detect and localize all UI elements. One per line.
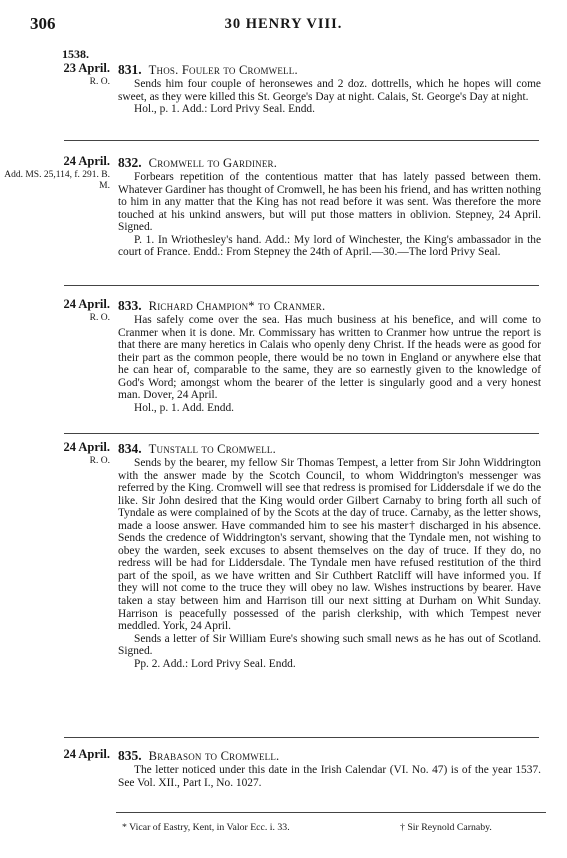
entry-date: 24 April. [63, 440, 110, 454]
footnote-2: † Sir Reynold Carnaby. [400, 822, 492, 833]
entry-source: Add. MS. 25,114, f. 291. B. M. [4, 170, 110, 191]
separator [64, 140, 539, 141]
footnote-1: * Vicar of Eastry, Kent, in Valor Ecc. i. 33. [122, 822, 290, 833]
separator [64, 433, 539, 434]
entry-number: 833. [118, 298, 142, 313]
entry-number: 835. [118, 748, 142, 763]
entry-number: 834. [118, 441, 142, 456]
entry-date: 24 April. [63, 747, 110, 761]
entry-title: Tunstall to Cromwell. [148, 442, 276, 456]
entry-date: 24 April. [63, 154, 110, 168]
entry-date: 23 April. [63, 61, 110, 75]
entry-date: 24 April. [63, 297, 110, 311]
entry-title: Brabason to Cromwell. [148, 749, 280, 763]
entry-number: 832. [118, 155, 142, 170]
entry-source: R. O. [89, 456, 110, 466]
footnote-rule [116, 812, 546, 813]
entry-endorsement: Hol., p. 1. Add. Endd. [134, 401, 234, 414]
entry-source: R. O. [89, 313, 110, 323]
entry-paragraph: P. 1. In Wriothesley's hand. Add.: My lord of Winchester, the King's ambassador in the court of France. Endd.: From Stepney the 24th of April.—30.—The lord Privy Seal. [118, 233, 541, 259]
entry-endorsement: Hol., p. 1. Add.: Lord Privy Seal. Endd. [134, 103, 315, 116]
page-number: 306 [30, 14, 56, 33]
entry-title: Thos. Fouler to Cromwell. [148, 63, 298, 77]
entry-paragraph: Has safely come over the sea. Has much business at his benefice, and will come to Cranmer when it is done. Mr. Commissary has written to Cranmer how untrue the report is that there are many heretics in Calais who openly deny Christ. If the heads were as good for their part as the common people, there would be no town in England or anywhere else that he can hear of, comparable to the same, they are so earnestly given to the knowledge of God's Word; amongst whom the bearer of the letter is singularly good and a very honest man. Dover, 24 April. [118, 314, 541, 402]
year-heading: 1538. [62, 47, 89, 61]
entry-endorsement: Pp. 2. Add.: Lord Privy Seal. Endd. [134, 657, 296, 670]
entry-paragraph: Sends a letter of Sir William Eure's showing such small news as he has out of Scotland. Signed. [118, 632, 541, 658]
entry-source: R. O. [89, 77, 110, 87]
running-head: 30 HENRY VIII. [224, 16, 343, 32]
entry-paragraph: Sends him four couple of heronsewes and 2 doz. dottrells, which he hopes will come sweet, as they were killed this St. George's Day at night. Calais, St. George's Day at night. [118, 78, 541, 103]
entry-paragraph: Forbears repetition of the contentious matter that has lately passed between them. Whatever Gardiner has thought of Cromwell, he has been his friend, and has written nothing to him in any matter that the King has not read before it was sent. Was therefore the more touched at his unkind answers, but will put those matters in oblivion. Stepney, 24 April. Signed. [118, 171, 541, 234]
entry-title: Cromwell to Gardiner. [148, 156, 278, 170]
separator [64, 285, 539, 286]
entry-title: Richard Champion* to Cranmer. [148, 299, 326, 313]
entry-number: 831. [118, 62, 142, 77]
entry-paragraph: The letter noticed under this date in the Irish Calendar (VI. No. 47) is of the year 1537. See Vol. XII., Part I., No. 1027. [118, 764, 541, 789]
separator [64, 737, 539, 738]
entry-paragraph: Sends by the bearer, my fellow Sir Thomas Tempest, a letter from Sir John Widdrington with the answer made by the Scotch Council, to whom Widdrington's messenger was referred by the King. Cromwell will see that redress is promised for Liddersdale if we do the like. Sir John desired that the King would order Gilbert Carnaby to bring forth all such of Tyndale as were complained of by the Scots at the day of truce. Carnaby, as the letter shows, made a loose answer. Have commanded him to see his master† discharged in his absence. Sends the credence of Widdrington's servant, showing that the Tyndale men, not wishing to obey the warden, seek excuses to absent themselves on the day of truce. If they do, no redress will be had for Liddersdale. The Tyndale men have refused restitution of the third part of the spoil, as we have written and Sir Cuthbert Ratcliff will have informed you. If they will not come to the truce they will obey no law. Wishes instructions by bearer. Have taken a stay between him and Harrison till our next sitting at Durham on Whit Sunday. Harrison is peacefully possessed of the parish clerkship, with which Tempest never meddled. York, 24 April. [118, 457, 541, 633]
